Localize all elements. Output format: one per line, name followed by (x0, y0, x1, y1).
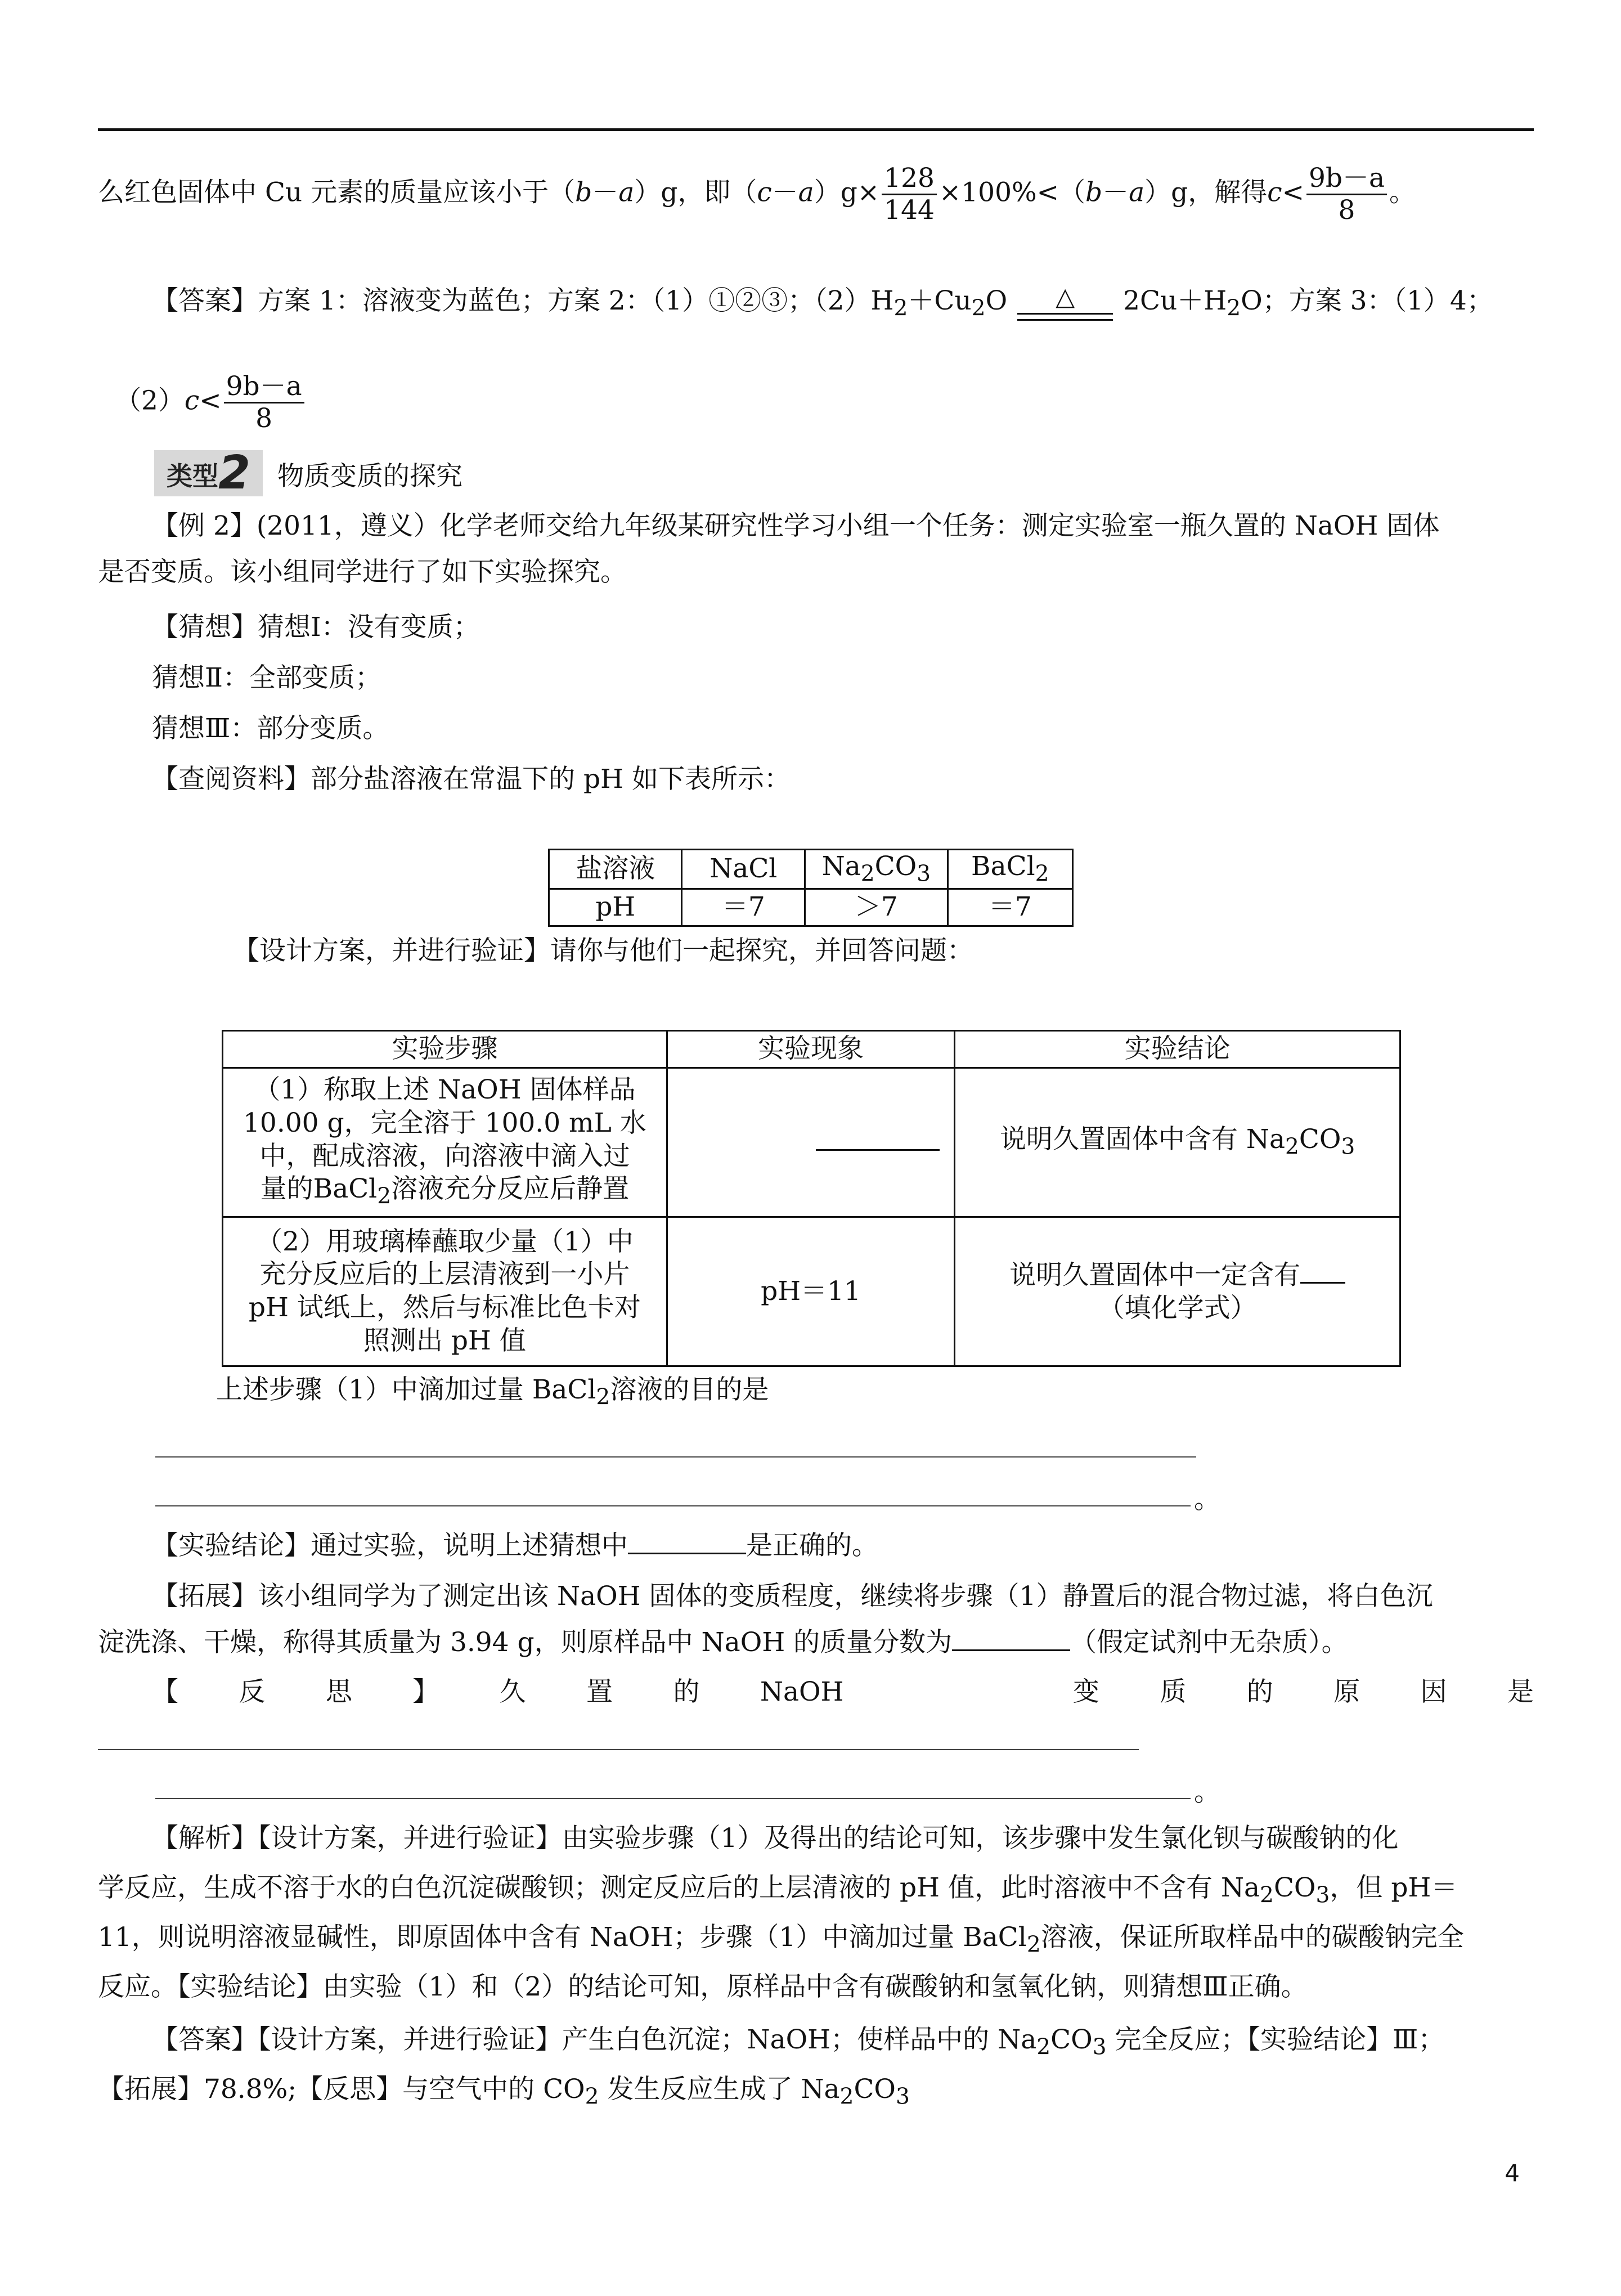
analysis-line-2: 学反应，生成不溶于水的白色沉淀碳酸钡；测定反应后的上层清液的 pH 值，此时溶液中不含有 $Na_2CO_3$，但 pH＝ (98, 1872, 1458, 1908)
conclusion-line: 【实验结论】通过实验，说明上述猜想中 是正确的。 (98, 1526, 1588, 1566)
analysis-line-1: 【解析】【设计方案，并进行验证】由实验步骤（1）及得出的结论可知，该步骤中发生氯化钡与碳酸钠的化 (152, 1823, 1399, 1854)
answer-line-2[interactable] (155, 1505, 1191, 1506)
section-heading: 类型2 物质变质的探究 (98, 450, 1590, 497)
type-badge: 类型2 (154, 450, 263, 496)
answer-line-1[interactable] (155, 1456, 1196, 1458)
formula-blank[interactable] (1300, 1258, 1345, 1284)
reflect-line-2-period: 。 (1194, 1777, 1220, 1808)
extend-line-1: 【拓展】该小组同学为了测定出该 NaOH 固体的变质程度，继续将步骤（1）静置后的混合物过滤，将白色沉 (152, 1581, 1433, 1612)
exp-phenomenon-1-blank[interactable] (667, 1068, 954, 1217)
design-line: 【设计方案，并进行验证】请你与他们一起探究，并回答问题： (233, 935, 973, 966)
ph-header-nacl: NaCl (682, 850, 805, 889)
guess-3: 猜想Ⅲ：部分变质。 (152, 713, 389, 744)
reflect-line: 【 反 思 】 久 置 的 NaOH 变 质 的 原 因 是 (152, 1676, 1534, 1707)
fraction-9b-a-8: $\frac{9b-a}{8}$ (1306, 163, 1387, 226)
reflect-answer-line-2[interactable] (155, 1798, 1191, 1799)
purpose-question: 上述步骤（1）中滴加过量 BaCl$_2$溶液的目的是 (216, 1374, 769, 1410)
answer-2-line-1: 【答案】【设计方案，并进行验证】产生白色沉淀；NaOH；使样品中的 $Na_2CO_3$ 完全反应；【实验结论】Ⅲ； (152, 2024, 1445, 2060)
ph-header-bacl2: BaCl$_2$ (948, 850, 1072, 889)
ph-na2co3-value: ＞7 (805, 889, 948, 926)
analysis-line-3: 11，则说明溶液显碱性，即原固体中含有 NaOH；步骤（1）中滴加过量 BaCl$_2$溶液，保证所取样品中的碳酸钠完全 (98, 1922, 1464, 1958)
fraction-128-144: $\frac{128}{144}$ (882, 163, 937, 226)
exp-conclusion-2: 说明久置固体中一定含有 （填化学式） (955, 1217, 1400, 1366)
answer-1-line-2: （2）c< $\frac{9b-a}{8}$ (98, 371, 1551, 434)
exp-step-2: （2）用玻璃棒蘸取少量（1）中 充分反应后的上层清液到一小片 pH 试纸上，然后与标准比色卡对 照测出 pH 值 (223, 1217, 667, 1366)
exp-header-phenomenon: 实验现象 (667, 1031, 954, 1068)
guess-2: 猜想Ⅱ：全部变质； (152, 662, 381, 693)
ph-bacl2-value: ＝7 (948, 889, 1072, 926)
derivation-line: 么红色固体中 Cu 元素的质量应该小于（b－a）g，即（c－a）g× $\frac{128}{144}$ ×100%<（b－a）g，解得c< $\frac{9b-a}{8}$ 。 (98, 163, 1416, 226)
exp-header-steps: 实验步骤 (223, 1031, 667, 1068)
analysis-line-4: 反应。【实验结论】由实验（1）和（2）的结论可知，原样品中含有碳酸钠和氢氧化钠，则猜想Ⅲ正确。 (98, 1971, 1308, 2002)
example-line-1: 【例 2】(2011，遵义）化学老师交给九年级某研究性学习小组一个任务：测定实验室一瓶久置的 NaOH 固体 (152, 510, 1440, 541)
mass-fraction-blank[interactable] (952, 1626, 1070, 1651)
answer-2-line-2: 【拓展】78.8%;【反思】与空气中的 $CO_2$ 发生反应生成了 $Na_2CO_3$ (98, 2074, 910, 2110)
answer-line-2-period: 。 (1194, 1484, 1220, 1515)
heating-condition: △ (1017, 285, 1113, 321)
example-line-2: 是否变质。该小组同学进行了如下实验探究。 (98, 557, 627, 588)
exp-conclusion-1: 说明久置固体中含有 $Na_2CO_3$ (955, 1068, 1400, 1217)
page-number: 4 (1505, 2159, 1520, 2187)
exp-phenomenon-2: pH＝11 (667, 1217, 954, 1366)
reflect-answer-line-1[interactable] (98, 1749, 1139, 1750)
ph-header-na2co3: $Na_2CO_3$ (805, 850, 948, 889)
extend-line-2: 淀洗涤、干燥，称得其质量为 3.94 g，则原样品中 NaOH 的质量分数为 （假定试剂中无杂质）。 (98, 1623, 1534, 1663)
header-rule (98, 128, 1534, 131)
fraction-answer: $\frac{9b-a}{8}$ (224, 371, 304, 434)
reference-line: 【查阅资料】部分盐溶液在常温下的 pH 如下表所示： (152, 764, 791, 795)
exp-header-conclusion: 实验结论 (955, 1031, 1400, 1068)
conclusion-blank[interactable] (628, 1529, 746, 1554)
exp-step-1: （1）称取上述 NaOH 固体样品 10.00 g，完全溶于 100.0 mL 水 中，配成溶液，向溶液中滴入过 量的BaCl$_2$溶液充分反应后静置 (223, 1068, 667, 1217)
guess-1: 【猜想】猜想Ⅰ：没有变质； (152, 612, 480, 643)
ph-table (548, 849, 1074, 927)
answer-1-line: 【答案】方案 1：溶液变为蓝色；方案 2：（1）①②③；$(2)H_2+Cu_2O$ △ $2Cu+H_2O$；方案 3：（1）4； (152, 282, 1493, 321)
ph-row-label: pH (549, 889, 682, 926)
experiment-table (222, 1030, 1401, 1367)
ph-header-salt: 盐溶液 (549, 850, 682, 889)
ph-nacl-value: ＝7 (682, 889, 805, 926)
